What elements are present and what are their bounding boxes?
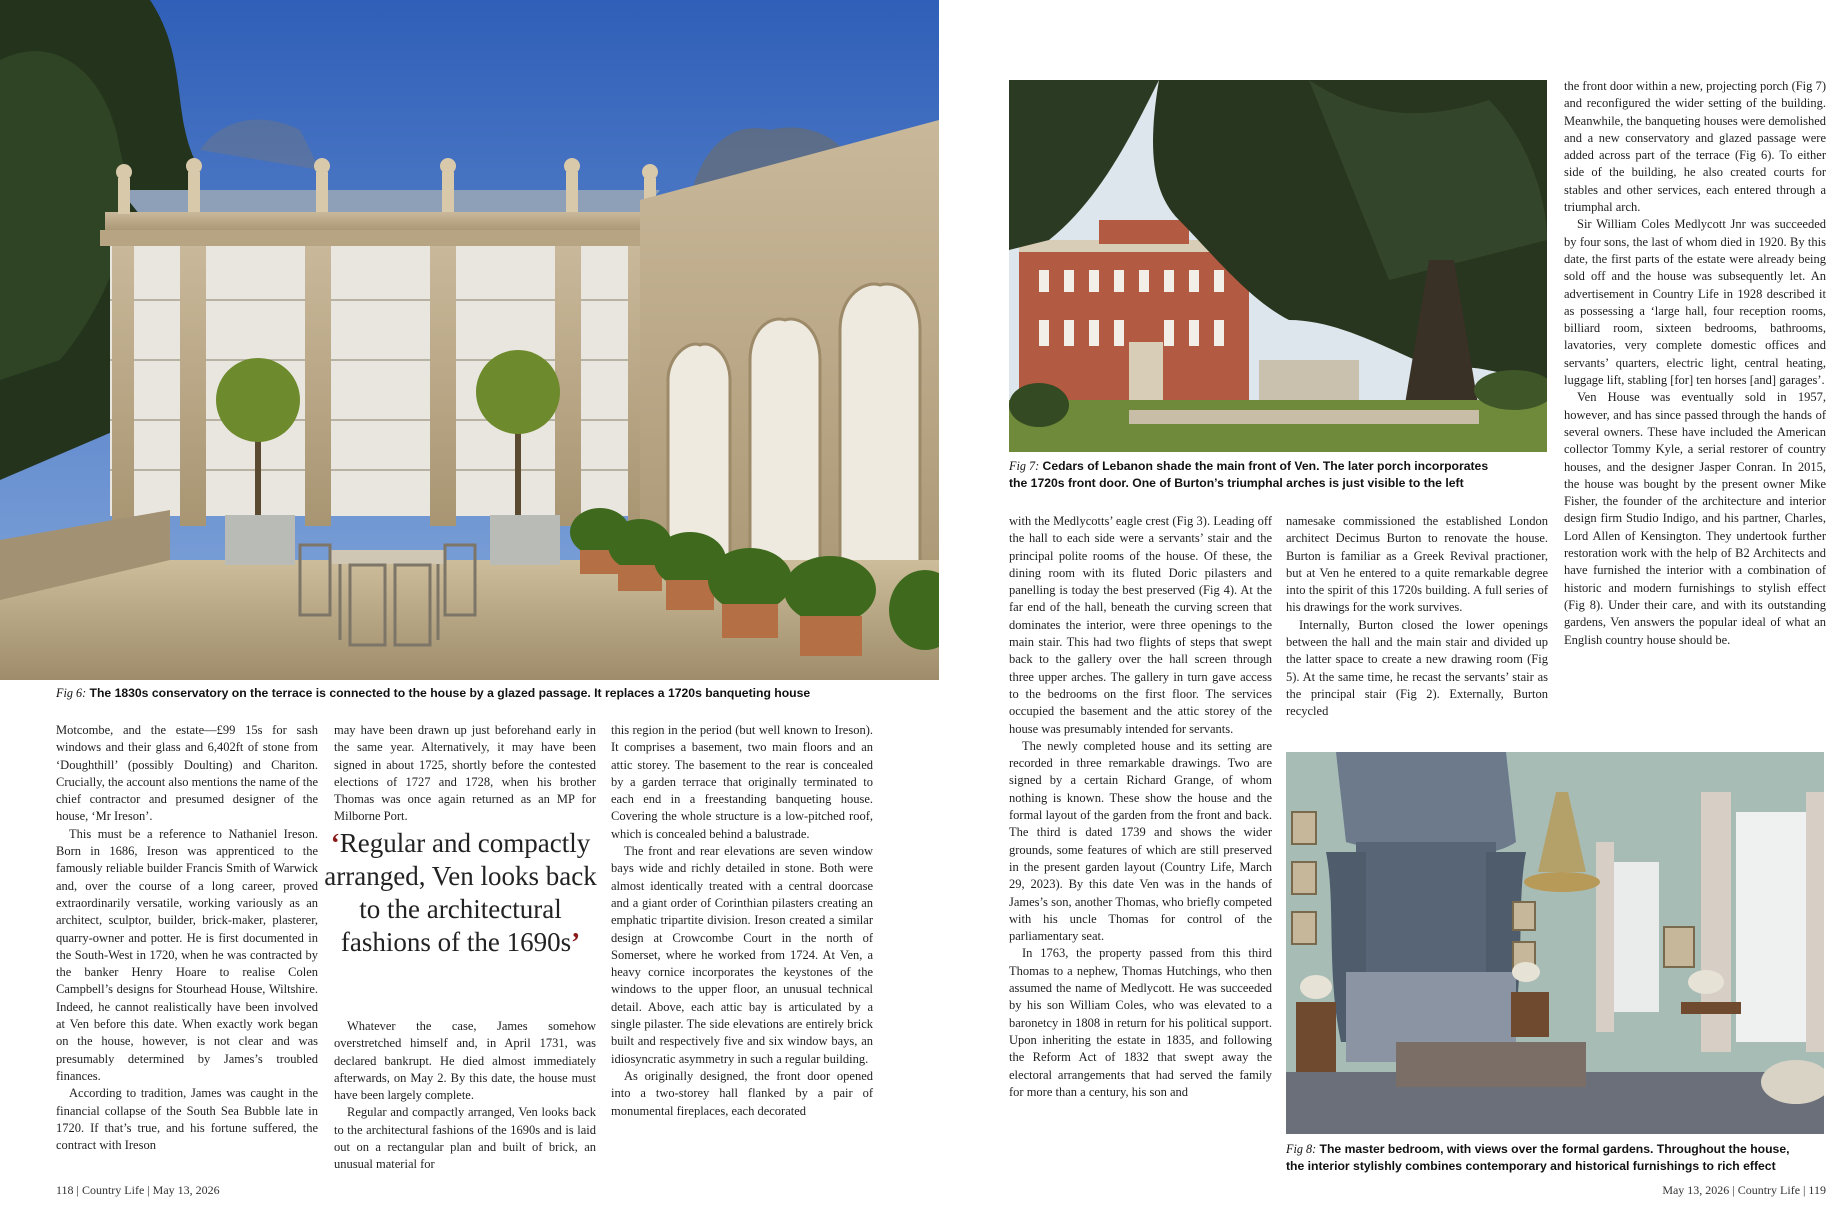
fig8-photo [1286, 752, 1824, 1134]
fig7-caption [1009, 458, 1549, 491]
fig7-label: Fig 7: [1009, 459, 1040, 473]
fig7-caption-line1: Cedars of Lebanon shade the main front of Ven. The later porch incorporates [1042, 459, 1489, 473]
fig7-caption-line2: the 1720s front door. One of Burton’s triumphal arches is just visible to the left [1009, 475, 1464, 490]
column-1 [56, 722, 318, 1154]
house-cedar-illustration [1009, 80, 1547, 452]
column-2-bottom [334, 1018, 596, 1174]
fig6-photo [0, 0, 939, 680]
column-4 [1009, 513, 1272, 1101]
pull-quote-text: Regular and compactly arranged, Ven looks back to the architectural fashions of the 1690s [324, 828, 597, 957]
fig8-label: Fig 8: [1286, 1142, 1317, 1156]
fig8-caption-line1: The master bedroom, with views over the formal gardens. Throughout the house, [1319, 1142, 1790, 1156]
paragraph: The front and rear elevations are seven window bays wide and richly detailed in stone. Both were almost identically treated with a central doorcase and a giant order of Corinthian pilasters creating an emphatic tripartite division. Ireson created a similar design at Crowcombe Court in the north of Somerset, where he worked from 1724. At Ven, a heavy cornice incorporates the keystones of the windows to the upper floor, an unusual technical detail. Above, each attic bay is articulated by a single pilaster. The side elevations are entirely brick built and respectively five and six window bays, an idiosyncratic asymmetry in such a regular building. [611, 844, 873, 1066]
paragraph: this region in the period (but well known to Ireson). It comprises a basement, two main floors and an attic storey. The basement to the rear is concealed by a garden terrace that originally terminated to each end in a freestanding banqueting house. Covering the whole structure is a low-pitched roof, which is concealed behind a balustrade. [611, 723, 873, 841]
bedroom-illustration [1286, 752, 1824, 1134]
paragraph: Ven House was eventually sold in 1957, however, and has since passed through the hands of several owners. These have included the American collector Tommy Kyle, a serial restorer of country houses, and the designer Jasper Conran. In 2015, the house was bought by the present owner Mike Fisher, the founder of the architecture and interior design firm Studio Indigo, and his partner, Charles, Lord Allen of Kensington. They undertook further restoration work with the help of B2 Architects and have furnished the interior with a combination of historic and modern furnishings to stylish effect (Fig 8). Under their care, and with its outstanding gardens, Ven answers the popular ideal of what an English country house should be. [1564, 390, 1826, 647]
paragraph: In 1763, the property passed from this third Thomas to a nephew, Thomas Hutchings, who then assumed the name of Medlycott. He was succeeded by his son William Coles, who was elevated to a baronetcy in 1808 in return for his political support. Upon inheriting the estate in 1835, and following the Reform Act of 1832 that swept away the electoral arrangements that had served the family for more than a century, his son and [1009, 946, 1272, 1099]
paragraph: with the Medlycotts’ eagle crest (Fig 3). Leading off the hall to each side were a servants’ stair and the principal polite rooms of the house. Of these, the dining room with its fluted Doric pilasters and panelling is today the best preserved (Fig 4). At the far end of the hall, beneath the curving screen that dominates the interior, were three openings to the main stair. This had two flights of steps that swept back to the gallery over the hall screen through three upper arches. The gallery in turn gave access to the bedrooms on the first floor. The services occupied the basement and the attic storey of the house was presumably intended for servants. [1009, 514, 1272, 736]
column-6 [1564, 78, 1826, 649]
fig8-caption [1286, 1141, 1826, 1174]
paragraph: Regular and compactly arranged, Ven looks back to the architectural fashions of the 1690s and is laid out on a rectangular plan and built of brick, an unusual material for [334, 1105, 596, 1172]
paragraph: Sir William Coles Medlycott Jnr was succeeded by four sons, the last of whom died in 1920. By this date, the first parts of the estate were already being sold off and the house was subsequently let. An advertisement in Country Life in 1928 described it as possessing a ‘large hall, four reception rooms, billiard room, sixteen bedrooms, bathrooms, lavatories, very complete domestic offices and servants’ quarters, electric light, central heating, luggage lift, stabling [for] ten horses [and] garages’. [1564, 217, 1826, 388]
paragraph: may have been drawn up just beforehand early in the same year. Alternatively, it may have been signed in about 1725, shortly before the contested elections of 1727 and 1728, when his brother Thomas was once again returned as an MP for Milborne Port. [334, 723, 596, 824]
column-2-top [334, 722, 596, 826]
fig6-caption [56, 685, 936, 702]
paragraph: As originally designed, the front door opened into a two-storey hall flanked by a pair of monumental fireplaces, each decorated [611, 1068, 873, 1118]
fig6-caption-text: The 1830s conservatory on the terrace is connected to the house by a glazed passage. It replaces a 1720s banqueting house [89, 686, 811, 700]
fig7-photo [1009, 80, 1547, 452]
paragraph: Motcombe, and the estate—£99 15s for sash windows and their glass and 6,402ft of stone from ‘Doughthill’ (possibly Doulting) and Chariton. Crucially, the account also mentions the name of the chief contractor and presumed designer of the house, ‘Mr Ireson’. [56, 723, 318, 824]
fig8-caption-line2: the interior stylishly combines contemporary and historical furnishings to rich effect [1286, 1158, 1776, 1173]
folio-left: 118 | Country Life | May 13, 2026 [56, 1183, 220, 1197]
fig6-label: Fig 6: [56, 686, 87, 700]
folio-right: May 13, 2026 | Country Life | 119 [1662, 1183, 1826, 1197]
paragraph: This must be a reference to Nathaniel Ireson. Born in 1686, Ireson was apprenticed to the famously reliable builder Francis Smith of Warwick and, over the course of a long career, proved extraordinarily versatile, working variously as an architect, sculptor, builder, brick-maker, plasterer, quarry-owner and potter. He is first documented in the South-West in 1720, when he was contracted by the banker Henry Hoare to realise Colen Campbell’s designs for Stourhead House, Wiltshire. Indeed, he cannot realistically have been involved at Ven before this date. When exactly work began on the house, however, is not clear and was presumably determined by James’s troubled finances. [56, 826, 318, 1083]
paragraph: the front door within a new, projecting porch (Fig 7) and reconfigured the wider setting of the building. Meanwhile, the banqueting houses were demolished and a new conservatory and glazed passage were added across part of the terrace (Fig 6). To either side of the building, he also created courts for stables and other services, each entered through a triumphal arch. [1564, 79, 1826, 215]
column-3 [611, 722, 873, 1120]
paragraph: Whatever the case, James somehow overstretched himself and, in April 1731, was declared bankrupt. He died almost immediately afterwards, on May 2. By this date, the house must have been largely complete. [334, 1019, 596, 1103]
paragraph: The newly completed house and its setting are recorded in three remarkable drawings. Two are signed by a certain Richard Grange, of whom nothing is known. These show the house and the formal layout of the garden from the front and back. The third is dated 1739 and shows the wider grounds, some features of which are still preserved in the present garden layout (Country Life, March 29, 2023). By this date Ven was in the hands of James’s son, another Thomas, who briefly competed with his uncle Thomas for control of the parliamentary seat. [1009, 738, 1272, 944]
column-5 [1286, 513, 1548, 721]
paragraph: namesake commissioned the established London architect Decimus Burton to renovate the house. Burton is familiar as a Greek Revival practioner, but at Ven he entered to a quite remarkable degree into the spirit of this 1720s building. A full series of his drawings for the work survives. [1286, 514, 1548, 615]
conservatory-illustration [0, 0, 939, 680]
paragraph: According to tradition, James was caught in the financial collapse of the South Sea Bubble late in 1720. If that’s true, and his fortune suffered, the contract with Ireson [56, 1086, 318, 1153]
pull-quote [323, 827, 598, 959]
paragraph: Internally, Burton closed the lower openings between the hall and the main stair and divided up the latter space to create a new drawing room (Fig 5). At the same time, he recast the servants’ stair as the principal stair (Fig 2). Externally, Burton recycled [1286, 617, 1548, 719]
close-quote-mark: ’ [571, 927, 581, 957]
open-quote-mark: ‘ [330, 828, 340, 858]
